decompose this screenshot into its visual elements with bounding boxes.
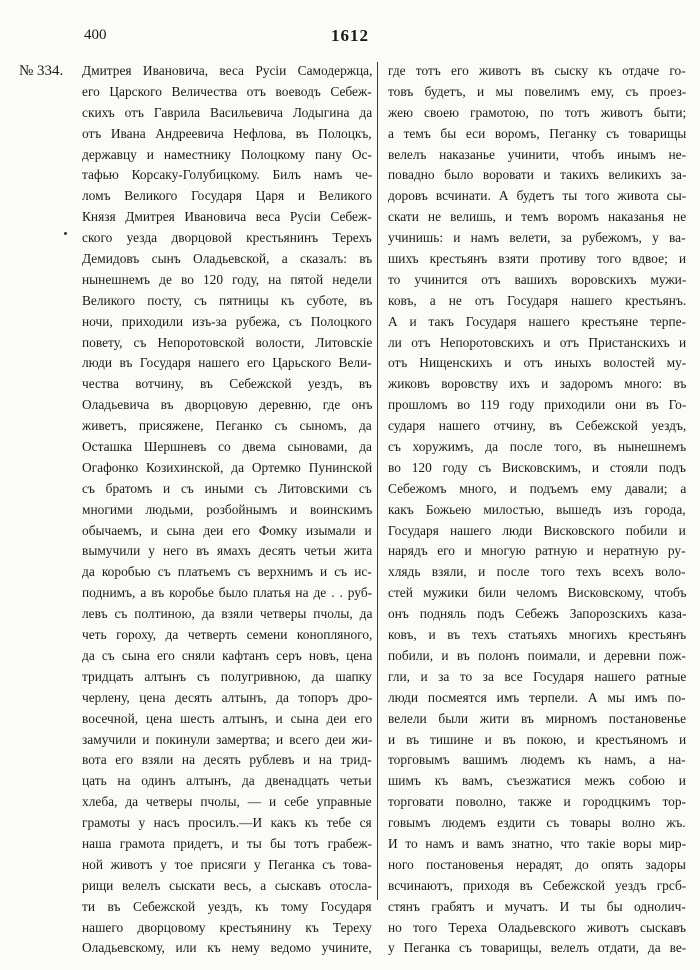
text-line: гли, и за то за все Государя нашего ратные	[388, 668, 687, 684]
text-line: велели были жити въ мирномъ постановенье	[388, 710, 687, 726]
text-line: тафью Корсаку-Голубицкому. Билъ намъ че-	[82, 167, 373, 183]
text-line: люди въ Государя нашего его Царьского Вели-	[82, 355, 372, 371]
right-text-column	[388, 61, 686, 959]
text-line: жею своею грамотою, по тотъ животъ быти;	[388, 104, 687, 120]
text-line: повадно было воровати и такихъ великихъ за-	[388, 167, 687, 183]
text-line: жиковъ воровству ихъ и задоромъ много: въ	[388, 376, 687, 392]
text-line: ли отъ Непоротовскихъ и отъ Пристанскихъ и	[388, 334, 687, 350]
text-line: Государя нашего люди Висковского побили и	[388, 522, 686, 538]
text-line: онъ подняль подъ Себежъ Запорозскихъ каза-	[388, 606, 687, 622]
text-line: Демидовъ сынъ Оладьевской, а сказалъ: въ	[82, 251, 373, 267]
text-line: торговати поволно, также и городцкимъ тор-	[388, 794, 687, 810]
text-line: сударя нашего отчину, въ Себежской уездъ,	[388, 418, 687, 434]
text-line: говымъ людемъ ездити съ товары волно жъ.	[388, 815, 686, 831]
text-line: замучили и покинули замертва; и всего деи жи-	[82, 731, 373, 747]
left-text-column	[82, 61, 372, 959]
text-line: ковъ, и въ техъ статьяхъ многихъ крестьянъ	[388, 627, 687, 643]
text-line: люди посмеятся имъ терпели. А мы имъ по-	[388, 689, 686, 705]
document-number: № 334.	[19, 63, 64, 79]
text-line: доровъ всчинати. А будетъ ты того живота сы-	[388, 188, 687, 204]
text-line: у Пеганка съ товарищы, велелъ отдати, да ве-	[388, 940, 687, 956]
text-line: какъ Божьею милостью, вышедъ изъ города,	[388, 501, 686, 517]
text-line: стянъ грабятъ и мучатъ. И ты бы однолич-	[388, 898, 686, 914]
text-line: наша грамота придетъ, и ты бы тотъ грабеж-	[82, 835, 373, 851]
text-line: живетъ, присяжене, Пеганко съ сыномъ, да	[82, 418, 372, 434]
text-line: его Царского Величества отъ воеводъ Себеж-	[82, 83, 372, 99]
text-line: товъ будетъ, и мы повелимъ ему, съ проез-	[388, 83, 687, 99]
text-line: Огафонко Козихинской, да Ортемко Пунинской	[82, 459, 373, 475]
text-line: шихъ крестьянъ взяти противу того вдвое; и	[388, 251, 686, 267]
text-line: нашего дворцовому крестьянину къ Тереху	[82, 919, 372, 935]
text-line: и въ тишине и въ покою, и крестьяномъ и	[388, 731, 687, 747]
margin-mark	[64, 232, 67, 235]
text-line: торговымъ вашимъ людемъ къ намъ, а на-	[388, 752, 686, 768]
text-line: хлеба, да четверы пчолы, — и себе управные	[82, 794, 372, 810]
text-line: шимъ къ вамъ, съезжатися межъ собою и	[388, 773, 686, 789]
text-line: но того Тереха Оладьевского животъ сыскавъ	[388, 919, 687, 935]
text-line: А и такъ Государя нашего крестьяне терпе-	[388, 313, 687, 329]
text-line: нынешнемъ де во 120 году, на пятой недели	[82, 271, 372, 287]
text-line: чества вотчину, въ Себежской уездъ, въ	[82, 376, 372, 392]
text-line: рищи велелъ сыскати весь, а сыскавъ отосла-	[82, 877, 372, 893]
text-line: где тотъ его животъ въ сыску къ отдаче го-	[388, 63, 686, 78]
text-line: а темъ бы еси воромъ, Пеганку съ товарищы	[388, 125, 687, 141]
text-line: да коробью съ платьемъ съ верхнимъ и съ ис-	[82, 564, 372, 580]
text-line: отъ Нищенскихъ и отъ иныхъ волостей му-	[388, 355, 687, 371]
text-line: ского уезда дворцовой крестьянинъ Терехъ	[82, 230, 372, 246]
text-line: всчинаютъ, приходя въ Себежской уездъ грсб-	[388, 877, 687, 893]
text-line: то учинится отъ вашихъ воровскихъ мужи-	[388, 271, 687, 287]
text-line: четь гороху, да четверть семени конопляного,	[82, 627, 373, 643]
text-line: побили, и въ полонъ поимали, и деревни пож-	[388, 647, 686, 663]
text-line: поднимъ, а въ коробье было платья на де . . руб-	[82, 585, 373, 601]
text-line: Дмитрея Ивановича, веса Русіи Самодержца,	[82, 63, 373, 78]
text-line: цать на одинъ алтынъ, да двенадцать четьи	[82, 773, 372, 789]
text-line: скати не велишь, и темъ воромъ наказанья не	[388, 209, 687, 225]
text-line: ночи, приходили изъ-за рубежа, съ Полоцкого	[82, 313, 372, 329]
text-line: Великого посту, съ пятницы къ суботе, въ	[82, 292, 373, 308]
text-line: ковъ, а не отъ Государя нашего крестьянъ.	[388, 292, 687, 308]
text-line: ного постановенья нерадят, до опять задоры	[388, 856, 686, 872]
text-line: Оладьевскому, или къ нему ведомо учините,	[82, 940, 372, 956]
text-line: повету, съ Непоротовской волости, Литовскіе	[82, 334, 373, 350]
text-line: черлену, цена десять алтынъ, да топоръ дро-	[82, 689, 373, 705]
text-line: тридцать алтынъ съ полугривною, да шапку	[82, 668, 372, 684]
text-line: Оладьевича въ дворцовую деревню, где онъ	[82, 397, 373, 413]
text-line: державцу и наместнику Полоцкому пану Ос-	[82, 146, 372, 162]
text-line: восечной, цена шесть алтынъ, и сына деи его	[82, 710, 373, 726]
text-line: левъ съ полтиною, да взяли четверы пчолы, да	[82, 606, 373, 622]
text-line: скихъ отъ Гаврила Васильевича Лодыгина да	[82, 104, 373, 120]
text-line: Осташка Шершневъ со двема сыновами, да	[82, 439, 372, 455]
text-line: ной животъ у тое присяги у Пеганка съ това-	[82, 856, 372, 872]
text-line: велелъ наказанье учинити, чтобъ инымъ не-	[388, 146, 687, 162]
text-line: съ братомъ и съ иными съ Литовскими съ	[82, 480, 372, 496]
text-line: вота его взяли на десять рублевъ и на трид-	[82, 752, 372, 768]
text-line: съ хоружимъ, да после того, въ нынешнемъ	[388, 439, 687, 455]
text-line: нарядъ его и многую ратную и нератную ру-	[388, 543, 686, 559]
text-line: обычаемъ, и сына деи его Фомку изымали и	[82, 522, 372, 538]
text-line: И то намъ и вамъ знатно, что такіе воры мир-	[388, 835, 687, 851]
text-line: Князя Дмитрея Ивановича веса Русіи Себеж-	[82, 209, 372, 225]
page-year-header: 1612	[331, 26, 369, 45]
text-line: во 120 году съ Висковскимъ, и стояли подъ	[388, 459, 686, 475]
text-line: да съ сына его сняли кафтанъ серъ новъ, цена	[82, 647, 373, 663]
page-number: 400	[84, 27, 107, 43]
column-divider	[377, 62, 378, 900]
text-line: отъ Ивана Андреевича Нефлова, въ Полоцкъ,	[82, 125, 372, 141]
text-line: ти въ Себежской уездъ, къ тому Государя	[82, 898, 372, 914]
text-line: Себежомъ много, и подъемъ ему давали; а	[388, 480, 687, 496]
text-line: прошломъ во 119 году приходили они въ Го-	[388, 397, 687, 413]
text-line: хлядь взяли, и после того техъ всехъ воло-	[388, 564, 686, 580]
text-line: ломъ Великого Государя Царя и Великого	[82, 188, 372, 204]
text-line: стей мужики били челомъ Висковскому, чтобъ	[388, 585, 687, 601]
text-line: многими людьми, розбойнымъ и воинскимъ	[82, 501, 373, 517]
text-line: вымучили у него въ ямахъ десять четьи жита	[82, 543, 373, 559]
text-line: учинишь: и намъ велети, за рубежомъ, у ва-	[388, 230, 686, 246]
text-line: грамоты у насъ просилъ.—И какъ къ тебе ся	[82, 815, 372, 831]
